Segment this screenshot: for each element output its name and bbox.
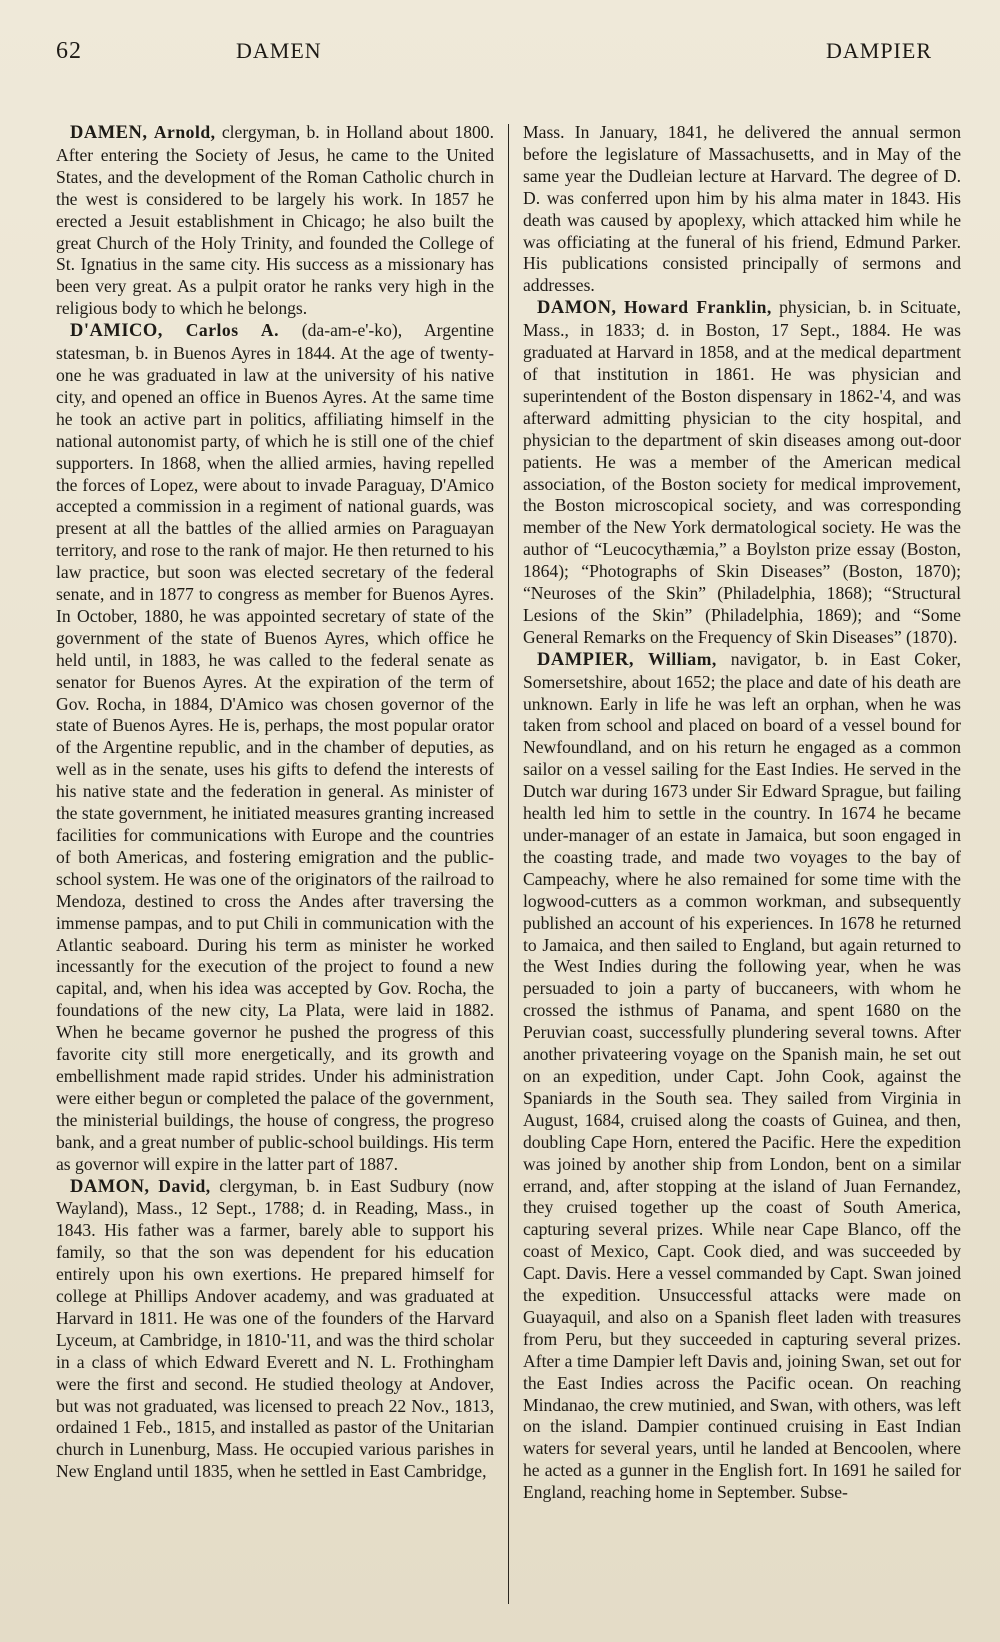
entry-given-name: Carlos A.: [185, 320, 279, 341]
page-number: 62: [56, 38, 82, 64]
right-column: [509, 122, 961, 1604]
text-columns: [56, 122, 962, 1604]
entry-text: navigator, b. in East Coker, Somersetshire, about 1652; the place and date of his death are unknown. Early in life he was left an orphan, when he was taken from school and placed on board of a vessel bound for Newfoundland, and on his return he engaged as a common sailor on a vessel sailing for the East Indies. He served in the Dutch war during 1673 under Sir Edward Sprague, but failing health led him to settle in the country. In 1674 he became under-manager of an estate in Jamaica, but soon engaged in the coasting trade, and made two voyages to the bay of Campeachy, where he also remained for some time with the logwood-cutters as a common workman, and subsequently published an account of his experiences. In 1678 he returned to Jamaica, and then sailed to England, but again returned to the West Indies during the following year, when he was persuaded to join a party of buccaneers, with whom he crossed the isthmus of Panama, and spent 1680 on the Peruvian coast, successfully plundering several towns. After another privateering voyage on the Spanish main, he set out on an expedition, under Capt. John Cook, against the Spaniards in the South sea. They sailed from Virginia in August, 1684, cruised along the coasts of Guinea, and then, doubling Cape Horn, entered the Pacific. Here the expedition was joined by another ship from London, bent on a similar errand, and, after stopping at the island of Juan Fernandez, they cruised together up the coast of South America, capturing several prizes. While near Cape Blanco, off the coast of Mexico, Capt. Cook died, and was succeeded by Capt. Davis. Here a vessel commanded by Capt. Swan joined the expedition. Unsuccessful attacks were made on Guayaquil, and also on a Spanish fleet laden with treasures from Peru, but they succeeded in capturing several prizes. After a time Dampier left Davis and, joining Swan, set out for the East Indies across the Pacific ocean. On reaching Mindanao, the crew mutinied, and Swan, with others, was left on the island. Dampier continued cruising in East Indian waters for several years, until he landed at Bencoolen, where he acted as a gunner in the English fort. In 1691 he sailed for England, reaching home in September. Subse-: [523, 648, 961, 1503]
entry-damon-david: [56, 1176, 494, 1484]
entry-given-name: Arnold,: [153, 122, 216, 142]
entry-text: physician, b. in Scituate, Mass., in 1833; d. in Boston, 17 Sept., 1884. He was graduated at Harvard in 1858, and at the medical department of that institution in 1861. He was physician and superintendent of the Boston dispensary in 1862-'4, and was afterward admitting physician to the city hospital, and physician to the department of skin diseases among out-door patients. He was a member of the American medical association, of the Boston society for medical improvement, the Boston microscopical society, and was corresponding member of the New York dermatological society. He was the author of “Leucocythæmia,” a Boylston prize essay (Boston, 1864); “Photographs of Skin Diseases” (Boston, 1870); “Neuroses of the Skin” (Philadelphia, 1868); “Structural Lesions of the Skin” (Philadelphia, 1869); and “Some General Remarks on the Frequency of Skin Diseases” (1870).: [523, 297, 962, 647]
entry-given-name: William,: [648, 648, 717, 669]
entry-damico-carlos: [56, 320, 494, 1175]
entry-surname: D'AMICO,: [70, 321, 163, 342]
entry-surname: DAMON,: [70, 1176, 150, 1197]
entry-damon-howard: [523, 297, 961, 649]
entry-given-name: Howard Franklin,: [623, 297, 772, 318]
entry-given-name: David,: [158, 1175, 211, 1196]
entry-damen-arnold: [56, 122, 494, 320]
entry-damon-david-continued: Mass. In January, 1841, he delivered the annual sermon before the legislature of Massachusetts, and in May of the same year the Dudleian lecture at Harvard. The degree of D. D. was conferred upon him by his alma mater in 1843. His death was caused by apoplexy, which attacked him while he was officiating at the funeral of his friend, Edmund Parker. His publications consisted principally of sermons and addresses.: [523, 122, 961, 296]
entry-text: clergyman, b. in East Sudbury (now Wayland), Mass., 12 Sept., 1788; d. in Reading, Mass., in 1843. His father was a farmer, barely able to support his family, so that the son was dependent for his education entirely upon his own exertions. He prepared himself for college at Phillips Andover academy, and was graduated at Harvard in 1811. He was one of the founders of the Harvard Lyceum, at Cambridge, in 1810-'11, and was the third scholar in a class of which Edward Everett and N. L. Frothingham were the first and second. He studied theology at Andover, but was not graduated, was licensed to preach 22 Nov., 1813, ordained 1 Feb., 1815, and installed as pastor of the Unitarian church in Lunenburg, Mass. He occupied various parishes in New England until 1835, when he settled in East Cambridge,: [56, 1175, 494, 1482]
entry-dampier-william: [523, 649, 961, 1504]
entry-text: (da-am-e'-ko), Argentine statesman, b. in Buenos Ayres in 1844. At the age of twenty-one he was graduated in law at the university of his native city, and opened an office in Buenos Ayres. At the same time he took an active part in politics, affiliating himself in the national autonomist party, of which he is still one of the chief supporters. In 1868, when the allied armies, having repelled the forces of Lopez, were about to invade Paraguay, D'Amico accepted a commission in a regiment of national guards, was present at all the battles of the allied armies on Paraguayan territory, and rose to the rank of major. He then returned to his law practice, but soon was elected secretary of the federal senate, and in 1877 to congress as member for Buenos Ayres. In October, 1880, he was appointed secretary of state of the government of the state of Buenos Ayres, which office he held until, in 1883, he was called to the federal senate as senator for Buenos Ayres. At the expiration of the term of Gov. Rocha, in 1884, D'Amico was chosen governor of the state of Buenos Ayres. He is, perhaps, the most popular orator of the Argentine republic, and in the chamber of deputies, as well as in the senate, uses his gifts to defend the interests of his native state and the federation in general. As minister of the state government, he initiated measures granting increased facilities for communications with Europe and the countries of both Americas, and fostering emigration and the public-school system. He was one of the originators of the railroad to Mendoza, destined to cross the Andes after traversing the immense pampas, and to put Chili in communication with the Atlantic seaboard. During his term as minister he worked incessantly for the execution of the project to found a new capital, and, when his idea was accepted by Gov. Rocha, the foundations of the new city, La Plata, were laid in 1882. When he became governor he pushed the progress of this favorite city still more energetically, and its growth and embellishment made rapid strides. Under his administration were either begun or completed the palace of the government, the ministerial buildings, the house of congress, the progreso bank, and a great number of public-school buildings. His term as governor will expire in the latter part of 1887.: [56, 320, 494, 1174]
right-running-head: DAMPIER: [825, 38, 932, 63]
entry-text: clergyman, b. in Holland about 1800. After entering the Society of Jesus, he came to the United States, and the development of the Roman Catholic church in the west is considered to be largely his work. In 1857 he erected a Jesuit establishment in Chicago; he also built the great Church of the Holy Trinity, and founded the College of St. Ignatius in the same city. His success as a missionary has been very great. As a pulpit orator he ranks very high in the religious body to which he belongs.: [56, 122, 494, 319]
left-running-head: DAMEN: [236, 38, 322, 63]
entry-surname: DAMPIER,: [537, 649, 635, 670]
left-column: [56, 122, 508, 1604]
running-header: [56, 38, 962, 78]
entry-surname: DAMEN,: [70, 123, 148, 143]
entry-surname: DAMON,: [537, 298, 617, 319]
